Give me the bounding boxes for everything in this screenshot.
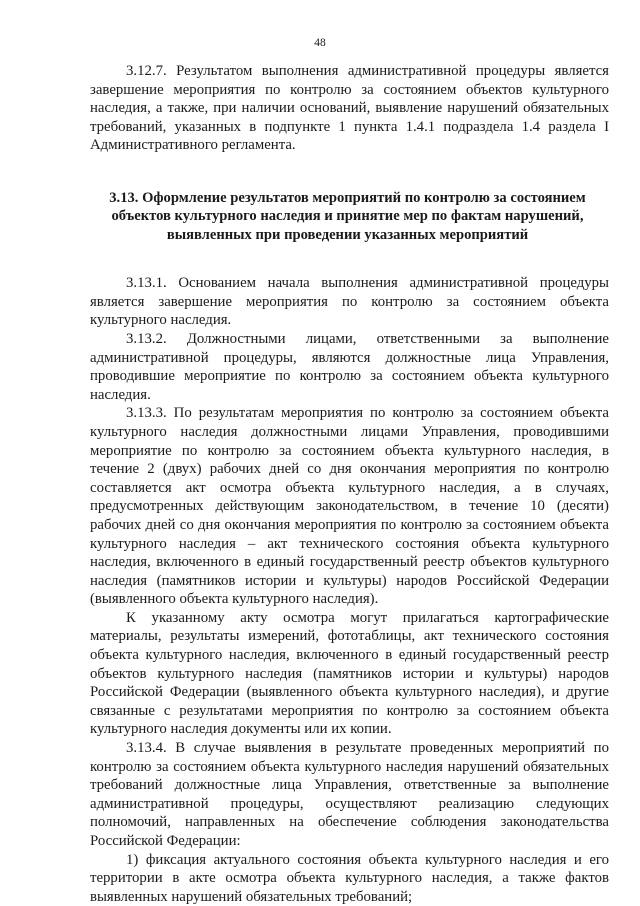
paragraph-3-13-2: 3.13.2. Должностными лицами, ответственными за выполнение административной процедуры, являются должностные лица Управления, проводившие мероприятие по контролю за состоянием объекта культурного наследия.: [90, 330, 609, 403]
paragraph-3-13-3: 3.13.3. По результатам мероприятия по контролю за состоянием объекта культурного наследия должностными лицами Управления, проводившими мероприятие по контролю за состоянием объекта культурного наследия, в течение 2 (двух) рабочих дней со дня окончания мероприятия по контролю составляется акт осмотра объекта культурного наследия, а в случаях, предусмотренных действующим законодательством, в течение 10 (десяти) рабочих дней со дня окончания мероприятия по контролю за состоянием объекта культурного наследия – акт технического состояния объекта культурного наследия, включенного в единый государственный реестр объектов культурного наследия (памятников истории и культуры) народов Российской Федерации (выявленного объекта культурного наследия).: [90, 405, 609, 608]
paragraph-attachments: К указанному акту осмотра могут прилагаться картографические материалы, результаты измерений, фототаблицы, акт технического состояния объекта культурного наследия, включенного в единый государственный реестр объектов культурного наследия (памятников истории и культуры) народов Российской Федерации (выявленного объекта культурного наследия), и другие связанные с результатами мероприятия по контролю за состоянием объекта культурного наследия документы или их копии.: [90, 609, 609, 738]
paragraph-3-13-4: 3.13.4. В случае выявления в результате проведенных мероприятий по контролю за состоянием объекта культурного наследия нарушений обязательных требований должностные лица Управления, ответственные за выполнение административной процедуры, осуществляют реализацию следующих полномочий, направленных на обеспечение соблюдения законодательства Российской Федерации:: [90, 740, 609, 849]
page-number: 48: [314, 37, 326, 49]
section-heading: 3.13. Оформление результатов мероприятий по контролю за состоянием объектов культурного наследия и принятие мер по фактам нарушений, выявленных при проведении указанных мероприятий: [109, 189, 586, 243]
paragraph-3-13-1: 3.13.1. Основанием начала выполнения административной процедуры является завершение мероприятия по контролю за состоянием объекта культурного наследия.: [90, 275, 609, 329]
paragraph-3-12-7: 3.12.7. Результатом выполнения административной процедуры является завершение мероприятия по контролю за состоянием объектов культурного наследия, а также, при наличии оснований, выявление нарушений обязательных требований, указанных в подпункте 1 пункта 1.4.1 подраздела 1.4 раздела I Административного регламента.: [90, 63, 609, 154]
list-item-1: 1) фиксация актуального состояния объекта культурного наследия и его территории в акте осмотра объекта культурного наследия, а также фактов выявленных нарушений обязательных требований;: [90, 851, 609, 905]
document-body: [90, 62, 609, 906]
